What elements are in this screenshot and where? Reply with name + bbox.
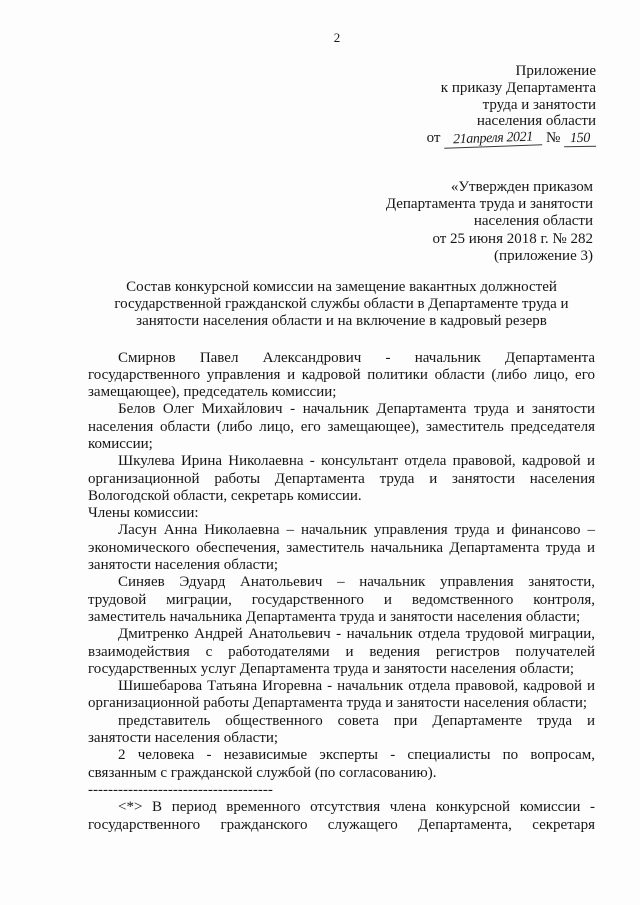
approval-line: «Утвержден приказом bbox=[450, 179, 593, 195]
body-line: Белов Олег Михайлович - начальник Департамента труда и занятости bbox=[118, 401, 595, 418]
members-heading: Члены комиссии: bbox=[88, 505, 199, 522]
approval-line: (приложение 3) bbox=[494, 247, 593, 264]
appendix-line: населения области bbox=[476, 113, 596, 130]
handwritten-order-number: 150 bbox=[564, 132, 596, 148]
appendix-line: труда и занятости bbox=[482, 96, 596, 113]
approval-line: от 25 июня 2018 г. № 282 bbox=[432, 230, 593, 247]
body-line: Вологодской области, секретарь комиссии. bbox=[88, 487, 362, 504]
body-line: Шкулева Ирина Николаевна - консультант отдела правовой, кадровой и bbox=[118, 453, 595, 470]
approval-line: населения области bbox=[473, 213, 593, 230]
body-line: трудовой миграции, государственного и ведомственного контроля, bbox=[88, 591, 595, 608]
body-line: организационной работы Департамента труда и занятости населения области; bbox=[88, 695, 588, 712]
body-line: взаимодействия с работодателями и ведения регистров получателей bbox=[88, 643, 595, 660]
page-number: 2 bbox=[333, 30, 341, 45]
title-line: государственной гражданской службы области в Департаменте труда и bbox=[114, 296, 569, 312]
body-line: государственного управления и кадровой политики области (либо лицо, его bbox=[88, 366, 595, 383]
title-line: Состав конкурсной комиссии на замещение вакантных должностей bbox=[126, 279, 557, 295]
body-line: Синяев Эдуард Анатольевич – начальник управления занятости, bbox=[118, 574, 595, 591]
body-line: организационной работы Департамента труда и занятости населения bbox=[88, 470, 595, 487]
body-line: комиссии; bbox=[88, 435, 153, 452]
body-line: занятости населения области; bbox=[88, 730, 279, 747]
order-date-line bbox=[336, 130, 596, 147]
body-line: 2 человека - независимые эксперты - специалисты по вопросам, bbox=[118, 747, 595, 764]
body-line: государственных услуг Департамента труда и занятости населения области; bbox=[88, 660, 575, 677]
date-prefix: от bbox=[426, 130, 441, 147]
document-body bbox=[88, 350, 595, 834]
body-line: связанным с гражданской службой (по согласованию). bbox=[88, 764, 437, 781]
approval-line: Департамента труда и занятости bbox=[385, 196, 593, 213]
body-line: занятости населения области; bbox=[88, 557, 279, 574]
handwritten-date: 21апреля 2021 bbox=[444, 130, 542, 148]
footnote-separator: ------------------------------------- bbox=[88, 781, 273, 798]
number-sign: № bbox=[545, 130, 561, 147]
body-line: Смирнов Павел Александрович - начальник Департамента bbox=[118, 349, 595, 366]
footnote-line: <*> В период временного отсутствия члена конкурсной комиссии - bbox=[118, 799, 595, 816]
document-title bbox=[88, 279, 595, 330]
body-line: заместитель начальника Департамента труда и занятости населения области; bbox=[88, 608, 581, 625]
body-line: Ласун Анна Николаевна – начальник управления труда и финансово – bbox=[118, 522, 595, 539]
body-line: замещающее), председатель комиссии; bbox=[88, 384, 337, 401]
approval-stamp-block bbox=[313, 179, 593, 265]
appendix-line: Приложение bbox=[515, 63, 596, 79]
footnote-line: государственного гражданского служащего Департамента, секретаря bbox=[88, 816, 595, 833]
title-line: занятости населения области и на включение в кадровый резерв bbox=[136, 313, 547, 329]
appendix-line: к приказу Департамента bbox=[440, 79, 596, 96]
appendix-header bbox=[336, 63, 596, 147]
body-line: Шишебарова Татьяна Игоревна - начальник отдела правовой, кадровой и bbox=[118, 678, 595, 695]
body-line: Дмитренко Андрей Анатольевич - начальник отдела трудовой миграции, bbox=[118, 626, 595, 643]
body-line: представитель общественного совета при Департаменте труда и bbox=[118, 712, 595, 729]
body-line: населения области (либо лицо, его замещающее), заместитель председателя bbox=[88, 418, 595, 435]
body-line: экономического обеспечения, заместитель начальника Департамента труда и bbox=[88, 539, 595, 556]
